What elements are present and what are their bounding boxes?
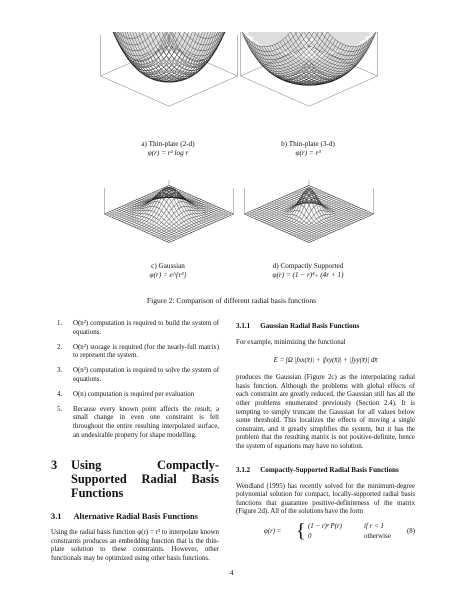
section-3-1-1-title: Gaussian Radial Basis Functions [260, 322, 360, 330]
caption-d-formula: φ(r) = (1 − r)⁴₊ (4r + 1) [272, 271, 344, 279]
caption-d-label: d) Compactly Supported [272, 262, 344, 270]
list-item [51, 320, 219, 337]
section-3-1-1-number: 3.1.1 [236, 322, 251, 330]
piecewise-lhs: φ(r) = [264, 527, 282, 535]
piecewise-cond-2: otherwise [364, 532, 391, 540]
list-item-text: Because every known point affects the result, a small change in even one constraint is felt throughout the entire resulting interpolated surface, an undesirable property for shape modelling. [73, 405, 219, 439]
axis-box [244, 180, 373, 243]
section-3-1-1-heading [236, 322, 415, 331]
list-item [51, 367, 219, 384]
plot-thin-plate-2d [94, 32, 244, 140]
list-item [51, 391, 219, 400]
intro-paragraph: For example, minimizing the functional [236, 339, 346, 346]
left-column [51, 320, 219, 563]
figure-panel-d [234, 180, 384, 258]
caption-c [98, 262, 238, 280]
page-number: 4 [229, 568, 234, 577]
section-3-1-number: 3.1 [51, 512, 62, 522]
wendland-paragraph: Wendland (1995) has recently solved for the minimum-degree polynomial solution for compact, locally-supported radial basis functions that guarantee positive-definiteness of the matrix (Figure 2d). All of the solutions have the form [236, 482, 415, 516]
plot-thin-plate-3d [234, 32, 384, 140]
section-3-1-paragraph: Using the radial basis function φ(r) = r³ to interpolate known constraints produces an embedding function that is the thin-plate solution to these constraints. However, other functionals may be optimized using other basis functions. [51, 529, 219, 562]
section-3-1-heading [51, 512, 219, 522]
caption-b [238, 140, 378, 158]
figure-caption: Figure 2: Comparison of different radial basis functions [146, 296, 317, 305]
section-3-1-2-title: Compactly-Supported Radial Basis Functions [260, 465, 399, 474]
list-item-text: O(n²) storage is required (for the nearly-full matrix) to represent the system. [73, 343, 219, 360]
figure-panel-b [234, 32, 384, 140]
surface-mesh [104, 185, 233, 242]
list-item-number: 4. [57, 390, 63, 398]
figure-panel-a [94, 32, 244, 140]
caption-d [238, 262, 378, 280]
list-item-number: 3. [57, 367, 63, 375]
right-column [236, 322, 415, 543]
piecewise-brace: { [296, 519, 306, 542]
list-item-text: O(n²) computation is required to build the system of equations. [73, 320, 219, 336]
list-item-text: O(n) computation is required per evaluation [73, 390, 195, 398]
section-3-1-title: Alternative Radial Basis Functions [73, 512, 198, 522]
caption-c-formula: φ(r) = e^{r²} [149, 271, 187, 279]
surface-mesh [244, 185, 373, 242]
piecewise-case-1: (1 − r)ᵖ P(r) [308, 522, 342, 530]
caption-a-label: a) Thin-plate (2-d) [141, 140, 195, 148]
list-item-number: 5. [57, 405, 63, 413]
plot-gaussian [94, 180, 244, 258]
equation-number: (8) [406, 527, 415, 535]
gaussian-paragraph: produces the Gaussian (Figure 2c) as the interpolating radial basis function. Although the problems with global effects of each constraint are greatly reduced, the Gaussian still has all the other problems enumerated previously (Section 2.4). It is tempting to simply truncate the Gaussian for all values below some threshold. This localizes the effects of moving a single constraint, and it greatly simplifies the system, but it has the problem that the resulting matrix is not positive-definite, hence the system of equations may have no solution. [236, 374, 415, 450]
section-3-1-2-number: 3.1.2 [236, 465, 251, 474]
section-3-number: 3 [51, 458, 58, 473]
caption-c-label: c) Gaussian [151, 262, 185, 270]
section-3-title: Using Compactly-Supported Radial Basis Functions [71, 458, 219, 501]
piecewise-cond-1: if r < 1 [364, 522, 384, 530]
caption-b-label: b) Thin-plate (3-d) [281, 140, 335, 148]
piecewise-equation [236, 519, 415, 543]
figure-panel-c [94, 180, 244, 258]
list-item-number: 1. [57, 320, 63, 327]
list-item [51, 406, 219, 440]
list-item-number: 2. [57, 343, 63, 351]
plot-compact-support [234, 180, 384, 258]
list-item [51, 344, 219, 361]
section-3-1-2-heading [236, 466, 415, 475]
caption-a-formula: φ(r) = r² log r [147, 149, 189, 157]
list-item-text: O(n³) computation is required to solve the system of equations. [73, 367, 219, 383]
section-3-heading [51, 458, 219, 500]
caption-a [98, 140, 238, 158]
problems-list [51, 320, 219, 440]
functional-equation: E = ∫Ω |fxx(x̄)| + |fxy(x̄)| + |fyy(x̄)| dx̄ [273, 356, 378, 364]
piecewise-case-2: 0 [308, 532, 312, 540]
caption-b-formula: φ(r) = r³ [295, 149, 321, 157]
